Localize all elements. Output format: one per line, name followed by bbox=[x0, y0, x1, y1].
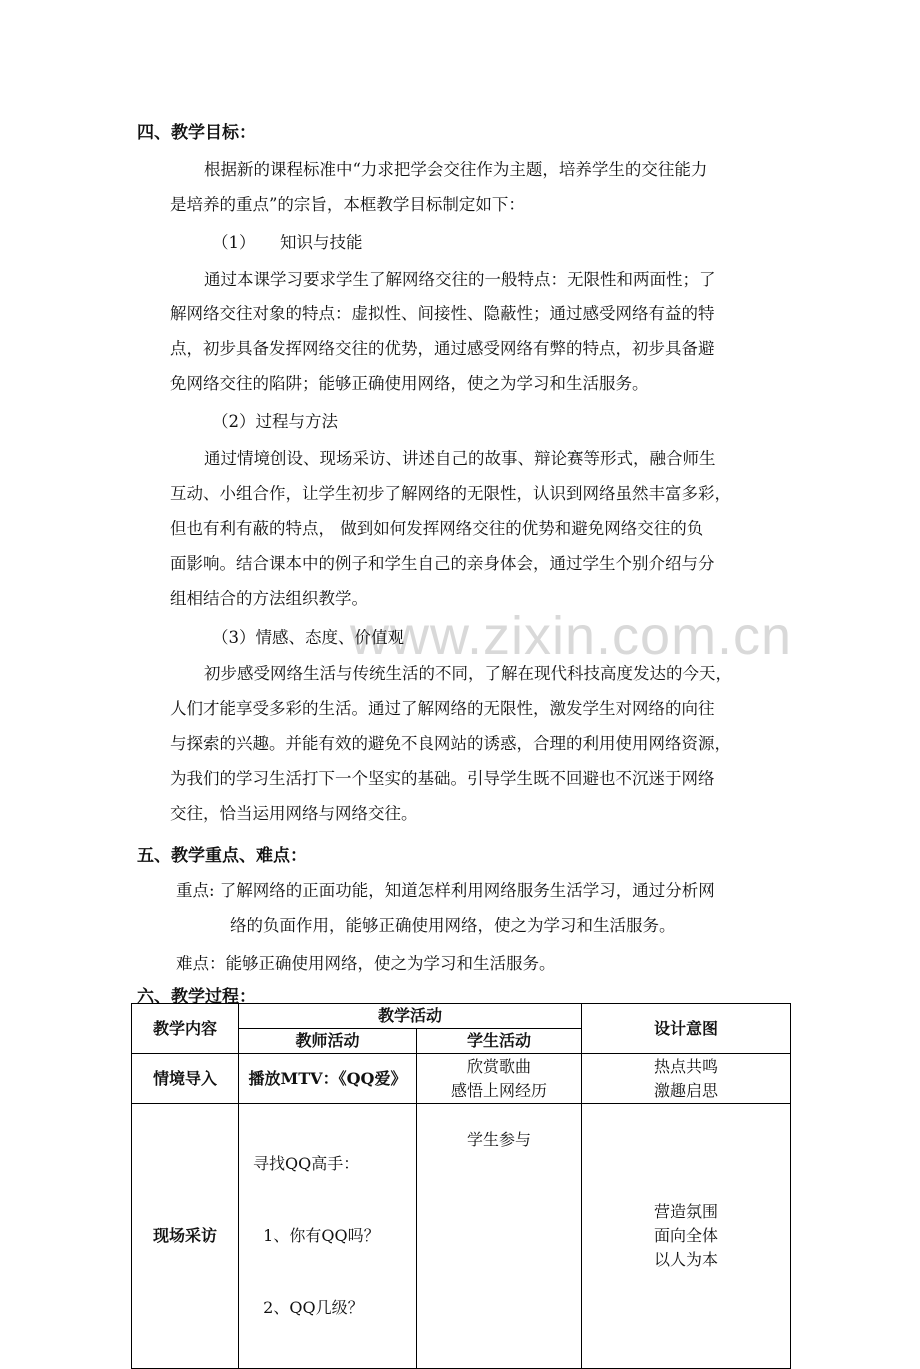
difficult-point: 难点：能够正确使用网络，使之为学习和生活服务。 bbox=[176, 954, 556, 973]
header-content: 教学内容 bbox=[132, 1004, 239, 1054]
para1-line-4: 免网络交往的陷阱；能够正确使用网络，使之为学习和生活服务。 bbox=[170, 374, 649, 393]
header-teacher: 教师活动 bbox=[239, 1029, 417, 1054]
row1-design bbox=[582, 1054, 791, 1104]
key-point-line-1: 重点: 了解网络的正面功能，知道怎样利用网络服务生活学习，通过分析网 bbox=[176, 881, 715, 900]
row1-student-line-1: 欣赏歌曲 bbox=[467, 1056, 532, 1076]
row2-teacher-line-3: 2、QQ几级？ bbox=[253, 1298, 364, 1317]
watermark: www.zixin.com.cn bbox=[350, 606, 793, 666]
sub3-title: （3）情感、态度、价值观 bbox=[212, 628, 404, 647]
para2-line-3: 但也有利有蔽的特点， 做到如何发挥网络交往的优势和避免网络交往的负 bbox=[170, 519, 704, 538]
para1-line-3: 点，初步具备发挥网络交往的优势，通过感受网络有弊的特点，初步具备避 bbox=[170, 339, 715, 358]
header-student: 学生活动 bbox=[417, 1029, 582, 1054]
para3-line-2: 人们才能享受多彩的生活。通过了解网络的无限性，激发学生对网络的向往 bbox=[170, 699, 715, 718]
row1-student-line-2: 感悟上网经历 bbox=[451, 1080, 548, 1100]
para2-line-1: 通过情境创设、现场采访、讲述自己的故事、辩论赛等形式，融合师生 bbox=[204, 449, 716, 468]
row1-design-line-2: 激趣启思 bbox=[654, 1080, 719, 1100]
sub2-title: （2）过程与方法 bbox=[212, 412, 338, 431]
row2-design-line-2: 面向全体 bbox=[654, 1226, 719, 1245]
row2-teacher-line-2: 1、你有QQ吗？ bbox=[253, 1226, 380, 1245]
key-point-line-2: 络的负面作用，能够正确使用网络，使之为学习和生活服务。 bbox=[230, 916, 676, 935]
sub1-number: （1） bbox=[212, 233, 256, 252]
para3-line-5: 交往，恰当运用网络与网络交往。 bbox=[170, 804, 418, 823]
row2-design-line-3: 以人为本 bbox=[654, 1250, 719, 1269]
para1-line-1: 通过本课学习要求学生了解网络交往的一般特点：无限性和两面性；了 bbox=[204, 270, 716, 289]
row2-student-line: 学生参与 bbox=[467, 1130, 532, 1149]
teaching-process-table bbox=[131, 1003, 791, 1369]
intro-line-2: 是培养的重点”的宗旨，本框教学目标制定如下： bbox=[170, 195, 525, 214]
sub1-title: 知识与技能 bbox=[280, 233, 363, 252]
section4-heading: 四、教学目标： bbox=[137, 123, 256, 143]
row1-design-line-1: 热点共鸣 bbox=[654, 1056, 719, 1076]
row2-content: 现场采访 bbox=[132, 1104, 239, 1369]
row2-design-line-1: 营造氛围 bbox=[654, 1202, 719, 1221]
row1-student bbox=[417, 1054, 582, 1104]
para1-line-2: 解网络交往对象的特点：虚拟性、间接性、隐蔽性；通过感受网络有益的特 bbox=[170, 304, 715, 323]
row1-teacher bbox=[239, 1054, 417, 1104]
header-activity: 教学活动 bbox=[239, 1004, 582, 1029]
para3-line-3: 与探索的兴趣。并能有效的避免不良网站的诱惑，合理的利用使用网络资源， bbox=[170, 734, 731, 753]
table-header-row-1 bbox=[132, 1004, 791, 1029]
row2-design bbox=[582, 1104, 791, 1369]
section6-heading: 六、教学过程： bbox=[137, 987, 256, 1007]
para2-line-5: 组相结合的方法组织教学。 bbox=[170, 589, 368, 608]
row1-content: 情境导入 bbox=[132, 1054, 239, 1104]
table-row bbox=[132, 1104, 791, 1369]
row1-teacher-line: 播放MTV：《QQ爱》 bbox=[248, 1068, 407, 1088]
para2-line-4: 面影响。结合课本中的例子和学生自己的亲身体会，通过学生个别介绍与分 bbox=[170, 554, 715, 573]
row2-teacher-line-1: 寻找QQ高手： bbox=[253, 1154, 360, 1173]
para2-line-2: 互动、小组合作，让学生初步了解网络的无限性，认识到网络虽然丰富多彩， bbox=[170, 484, 731, 503]
header-design: 设计意图 bbox=[582, 1004, 791, 1054]
row2-teacher bbox=[239, 1104, 417, 1369]
intro-line-1: 根据新的课程标准中“力求把学会交往作为主题，培养学生的交往能力 bbox=[204, 160, 708, 179]
section5-heading: 五、教学重点、难点： bbox=[137, 846, 307, 866]
table-row bbox=[132, 1054, 791, 1104]
para3-line-4: 为我们的学习生活打下一个坚实的基础。引导学生既不回避也不沉迷于网络 bbox=[170, 769, 715, 788]
row2-student bbox=[417, 1104, 582, 1369]
para3-line-1: 初步感受网络生活与传统生活的不同，了解在现代科技高度发达的今天， bbox=[204, 664, 732, 683]
